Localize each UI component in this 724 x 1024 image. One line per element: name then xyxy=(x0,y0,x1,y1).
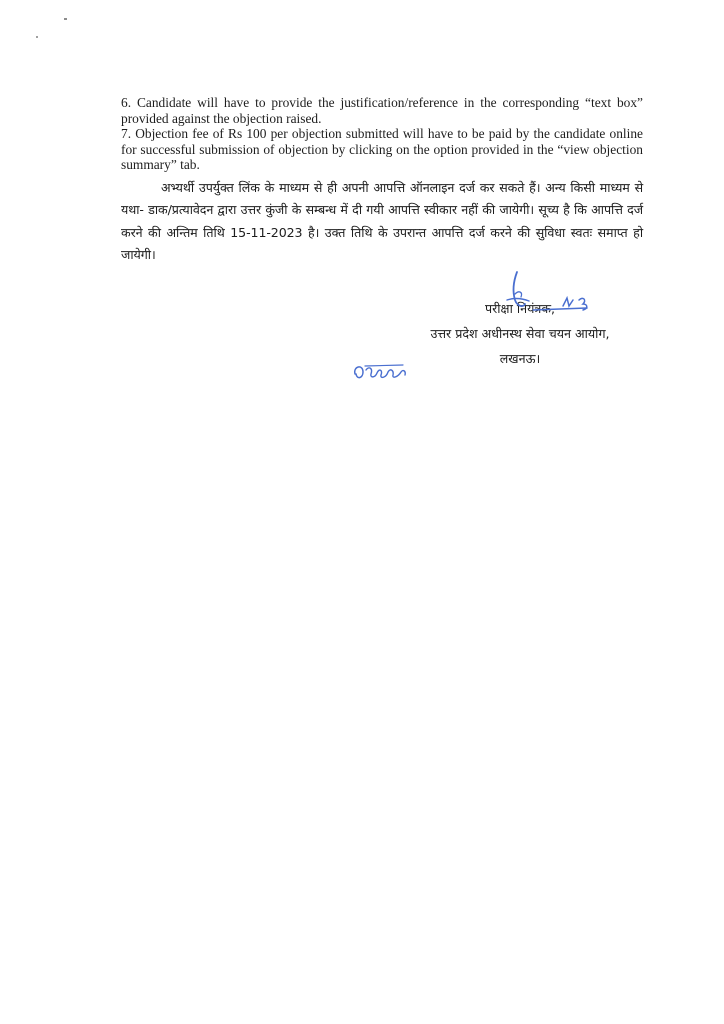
scan-speck xyxy=(64,18,67,20)
hindi-notice-paragraph: अभ्यर्थी उपर्युक्त लिंक के माध्यम से ही अपनी आपत्ति ऑनलाइन दर्ज कर सकते हैं। अन्य किसी माध्यम से यथा- डाक/प्रत्यावेदन द्वारा उत्तर कुंजी के सम्बन्ध में दी गयी आपत्ति स्वीकार नहीं की जायेगी। सूच्य है कि आपत्ति दर्ज करने की अन्तिम तिथि 15-11-2023 है। उक्त तिथि के उपरान्त आपत्ति दर्ज करने की सुविधा स्वतः समाप्त हो जायेगी। xyxy=(121,179,643,262)
designation: परीक्षा नियंत्रक, xyxy=(484,301,556,316)
city: लखनऊ। xyxy=(499,351,541,366)
signature-block xyxy=(400,296,640,371)
organization-name: उत्तर प्रदेश अधीनस्थ सेवा चयन आयोग, xyxy=(430,326,610,341)
instruction-item-7: 7. Objection fee of Rs 100 per objection submitted will have to be paid by the candidate online for successful submission of objection by clicking on the option provided in the “view objection summary” tab. xyxy=(121,126,643,172)
handwritten-initials xyxy=(351,362,411,384)
document-body xyxy=(121,95,643,279)
scan-speck xyxy=(36,36,38,38)
instruction-item-6: 6. Candidate will have to provide the justification/reference in the corresponding “text box” provided against the objection raised. xyxy=(121,95,643,126)
